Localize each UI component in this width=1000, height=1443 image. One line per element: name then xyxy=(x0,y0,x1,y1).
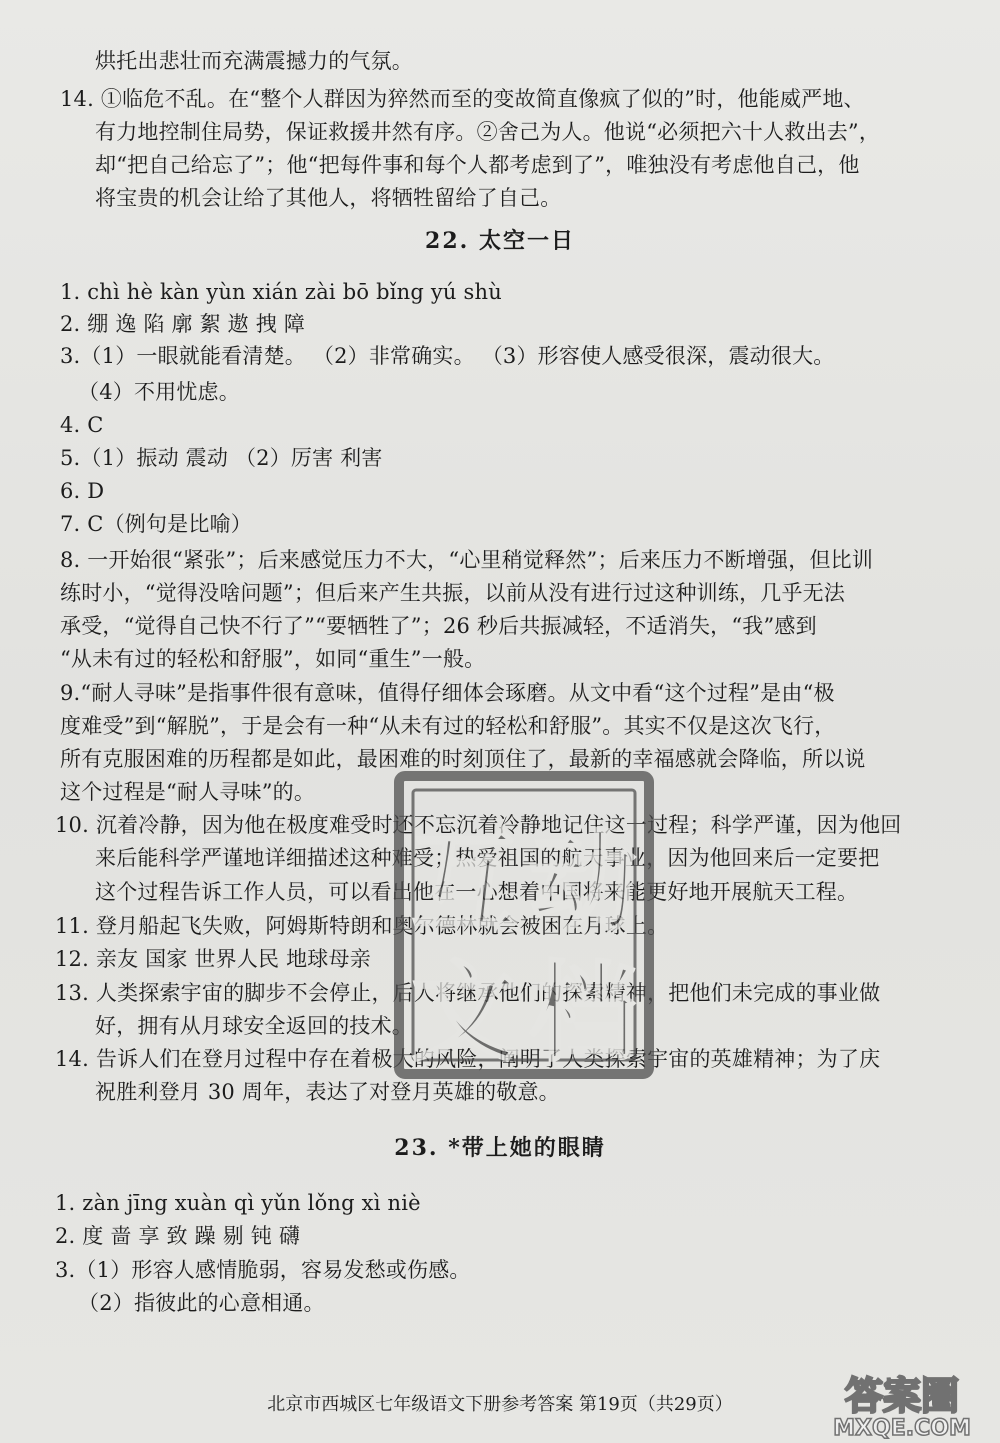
answer-line: 承受，“觉得自己快不行了”“要牺牲了”；26 秒后共振减轻，不适消失，“我”感到 xyxy=(60,614,817,638)
answer-line: 烘托出悲壮而充满震撼力的气氛。 xyxy=(95,49,413,73)
answer-line: 12. 亲友 国家 世界人民 地球母亲 xyxy=(55,947,371,971)
answer-line: 10. 沉着冷静，因为他在极度难受时还不忘沉着冷静地记住这一过程；科学严谨，因为他回 xyxy=(55,813,902,837)
section-heading: 22. 太空一日 xyxy=(425,228,575,254)
answer-line: 3.（1）一眼就能看清楚。 （2）非常确实。 （3）形容使人感受很深，震动很大。 xyxy=(60,344,835,368)
answer-line: 来后能科学严谨地详细描述这种难受；热爱祖国的航天事业，因为他回来后一定要把 xyxy=(95,846,880,870)
answer-line: 4. C xyxy=(60,413,104,437)
answer-line: 度难受”到“解脱”，于是会有一种“从未有过的轻松和舒服”。其实不仅是这次飞行， xyxy=(60,714,836,738)
answer-line: 将宝贵的机会让给了其他人，将牺牲留给了自己。 xyxy=(95,186,562,210)
answer-line: 1. zàn jīng xuàn qì yǔn lǒng xì niè xyxy=(55,1191,421,1215)
answer-line: 9.“耐人寻味”是指事件很有意味，值得仔细体会琢磨。从文中看“这个过程”是由“极 xyxy=(60,681,835,705)
answer-line: （4）不用忧虑。 xyxy=(78,380,240,404)
answer-line: （2）指彼此的心意相通。 xyxy=(78,1291,325,1315)
corner-watermark-logo xyxy=(812,1369,992,1439)
stamp-char: 互 xyxy=(410,821,520,946)
answer-line: 好，拥有从月球安全返回的技术。 xyxy=(95,1014,413,1038)
stamp-char: 档 xyxy=(528,951,638,1076)
answer-line: 11. 登月船起飞失败，阿姆斯特朗和奥尔德林就会被困在月球上。 xyxy=(55,914,669,938)
answer-line: 3.（1）形容人感情脆弱，容易发愁或伤感。 xyxy=(55,1258,471,1282)
answer-line: 练时小，“觉得没啥问题”；但后来产生共振，以前从没有进行过这种训练，几乎无法 xyxy=(60,581,846,605)
answer-line: 2. 绷 逸 陷 廓 絮 遨 拽 障 xyxy=(60,312,306,336)
answer-line: 14. 告诉人们在登月过程中存在着极大的风险，阐明了人类探索宇宙的英雄精神；为了庆 xyxy=(55,1047,881,1071)
page-footer: 北京市西城区七年级语文下册参考答案 第19页（共29页） xyxy=(267,1394,733,1415)
section-heading: 23. *带上她的眼睛 xyxy=(394,1135,606,1161)
answer-line: “从未有过的轻松和舒服”，如同“重生”一般。 xyxy=(60,647,486,671)
answer-line: 这个过程告诉工作人员，可以看出他在一心想着中国将来能更好地开展航天工程。 xyxy=(95,880,859,904)
logo-url-text: MXQE.COM xyxy=(833,1416,971,1439)
answer-line: 6. D xyxy=(60,479,105,503)
answer-line: 祝胜利登月 30 周年，表达了对登月英雄的敬意。 xyxy=(95,1080,560,1104)
watermark-stamp xyxy=(393,770,655,1080)
answer-line: 所有克服困难的历程都是如此，最困难的时刻顶住了，最新的幸福感就会降临，所以说 xyxy=(60,747,866,771)
answer-line: 1. chì hè kàn yùn xián zài bō bǐng yú shù xyxy=(60,280,502,304)
answer-line: 却“把自己给忘了”；他“把每件事和每个人都考虑到了”，唯独没有考虑他自己，他 xyxy=(95,153,860,177)
answer-line: 5.（1）振动 震动 （2）厉害 利害 xyxy=(60,446,383,470)
answer-line: 这个过程是“耐人寻味”的。 xyxy=(60,780,316,804)
logo-main-text: 答案圈 xyxy=(844,1374,960,1418)
answer-line: 13. 人类探索宇宙的脚步不会停止，后人将继承他们的探索精神，把他们未完成的事业做 xyxy=(55,981,881,1005)
answer-line: 14. ①临危不乱。在“整个人群因为猝然而至的变故简直像疯了似的”时，他能威严地、 xyxy=(60,87,865,111)
answer-line: 8. 一开始很“紧张”；后来感觉压力不大，“心里稍觉释然”；后来压力不断增强，但比训 xyxy=(60,548,874,572)
stamp-char: 动 xyxy=(528,821,638,946)
answer-line: 2. 度 啬 享 致 躁 剔 钝 礴 xyxy=(55,1224,301,1248)
answer-line: 有力地控制住局势，保证救援井然有序。②舍己为人。他说“必须把六十人救出去”， xyxy=(95,120,881,144)
stamp-char: 文 xyxy=(410,951,520,1076)
answer-line: 7. C（例句是比喻） xyxy=(60,512,252,536)
